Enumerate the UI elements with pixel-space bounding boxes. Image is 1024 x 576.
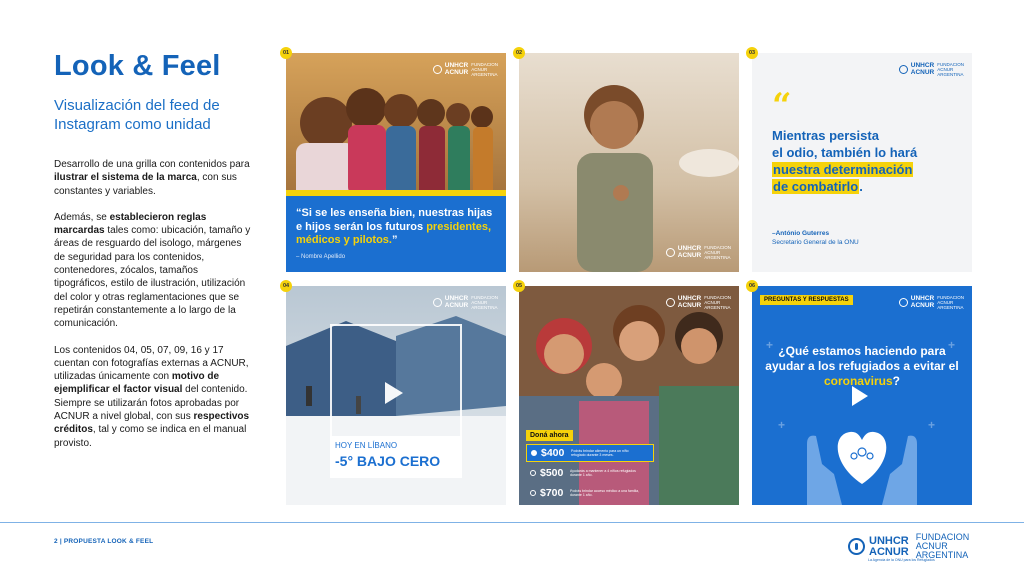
- hands-heart-icon: [802, 404, 922, 505]
- donation-option[interactable]: $500 Ayudarás a mantener a 4 niños refugiados durante 1 año.: [526, 464, 654, 482]
- quote-text: Mientras persista el odio, también lo hará nuestra determinación de combatirlo.: [772, 128, 918, 194]
- globe-icon: [666, 248, 675, 257]
- headline-panel: [330, 436, 462, 478]
- globe-icon: [433, 298, 442, 307]
- quote-author: –António Guterres: [772, 230, 830, 237]
- quote-text: “Si se les enseña bien, nuestras hijas e hijos serán los futuros presidentes, médicos y pilotos.”: [296, 207, 493, 246]
- globe-icon: [899, 65, 908, 74]
- radio-icon[interactable]: [530, 470, 536, 476]
- category-tag: PREGUNTAS Y RESPUESTAS: [760, 295, 853, 305]
- quote-band: [286, 196, 506, 272]
- feed-tile-04[interactable]: [286, 286, 506, 505]
- tile-number-badge: 05: [513, 280, 525, 292]
- description-paragraph: Los contenidos 04, 05, 07, 09, 16 y 17 cuentan con fotografías externas a ACNUR, utilizadas únicamente con motivo de ejemplificar el factor visual del contenido. Siempre se utilizarán fotos aprobadas por ACNUR a nivel global, con sus respectivos créditos, tal y como se indica en el manual provisto.: [54, 344, 250, 449]
- quote-mark-icon: “: [772, 86, 792, 126]
- unhcr-logo: UNHCR ACNUR FUNDACION ACNUR ARGENTINA: [899, 295, 964, 310]
- radio-icon[interactable]: [531, 450, 537, 456]
- tile-number-badge: 06: [746, 280, 758, 292]
- donation-option[interactable]: $700 Podrás brindar acceso médico a una familia, durante 1 año.: [526, 484, 654, 502]
- question-text: ¿Qué estamos haciendo para ayudar a los refugiados a evitar el coronavirus?: [765, 344, 959, 388]
- globe-icon: [899, 298, 908, 307]
- globe-icon: [848, 538, 865, 555]
- unhcr-logo: UNHCR ACNUR FUNDACION ACNUR ARGENTINA: [899, 62, 964, 77]
- plus-icon: +: [766, 338, 774, 352]
- donation-widget: [526, 424, 654, 502]
- page-subtitle: Visualización del feed de Instagram como unidad: [54, 97, 220, 133]
- plus-icon: +: [778, 418, 786, 432]
- page-title: Look & Feel: [54, 50, 221, 82]
- tile-number-badge: 02: [513, 47, 525, 59]
- tile-number-badge: 03: [746, 47, 758, 59]
- quote-author-role: Secretario General de la ONU: [772, 239, 859, 246]
- footer-page-label: 2 | PROPUESTA LOOK & FEEL: [54, 538, 154, 545]
- globe-icon: [666, 298, 675, 307]
- feed-tile-03[interactable]: [752, 53, 972, 272]
- description-paragraph: Desarrollo de una grilla con contenidos para ilustrar el sistema de la marca, con sus constantes y variables.: [54, 159, 250, 197]
- globe-icon: [433, 65, 442, 74]
- donation-option[interactable]: $400 Podrás brindar alimento para un niño refugiado durante 3 meses.: [526, 444, 654, 462]
- description: [54, 158, 254, 463]
- headline-text: -5° BAJO CERO: [335, 453, 441, 469]
- logo-tagline: La Agencia de la ONU para los Refugiados: [868, 558, 935, 562]
- tile-number-badge: 04: [280, 280, 292, 292]
- feed-tile-01[interactable]: [286, 53, 506, 272]
- play-icon[interactable]: [385, 382, 403, 404]
- feed-tile-06[interactable]: [752, 286, 972, 505]
- feed-tile-05[interactable]: [519, 286, 739, 505]
- plus-icon: +: [948, 338, 956, 352]
- radio-icon[interactable]: [530, 490, 536, 496]
- tile-number-badge: 01: [280, 47, 292, 59]
- unhcr-logo: UNHCR ACNUR FUNDACION ACNUR ARGENTINA: [433, 62, 498, 77]
- footer-logo: UNHCR ACNUR FUNDACION ACNUR ARGENTINA La Agencia de la ONU para los Refugiados: [848, 533, 969, 560]
- unhcr-logo: UNHCR ACNUR FUNDACION ACNUR ARGENTINA: [666, 295, 731, 310]
- unhcr-logo: UNHCR ACNUR FUNDACION ACNUR ARGENTINA: [433, 295, 498, 310]
- play-icon[interactable]: [852, 386, 868, 406]
- child-photo: [519, 53, 739, 272]
- plus-icon: +: [928, 418, 936, 432]
- donate-label: Doná ahora: [526, 430, 573, 441]
- unhcr-logo: UNHCR ACNUR FUNDACION ACNUR ARGENTINA: [666, 245, 731, 260]
- quote-author: – Nombre Apellido: [296, 254, 346, 260]
- kicker-text: HOY EN LÍBANO: [335, 441, 398, 450]
- feed-tile-02[interactable]: [519, 53, 739, 272]
- description-paragraph: Además, se establecieron reglas marcardas tales como: ubicación, tamaño y áreas de resguardo del isologo, márgenes de seguridad para los contenidos, contenedores, zócalos, tamaños tipográficos, estilo de ilustración, utilización del color y otras reglamentaciones que se repetirán constantemente a lo largo de la comunicación.: [54, 211, 251, 330]
- footer-divider: [0, 522, 1024, 523]
